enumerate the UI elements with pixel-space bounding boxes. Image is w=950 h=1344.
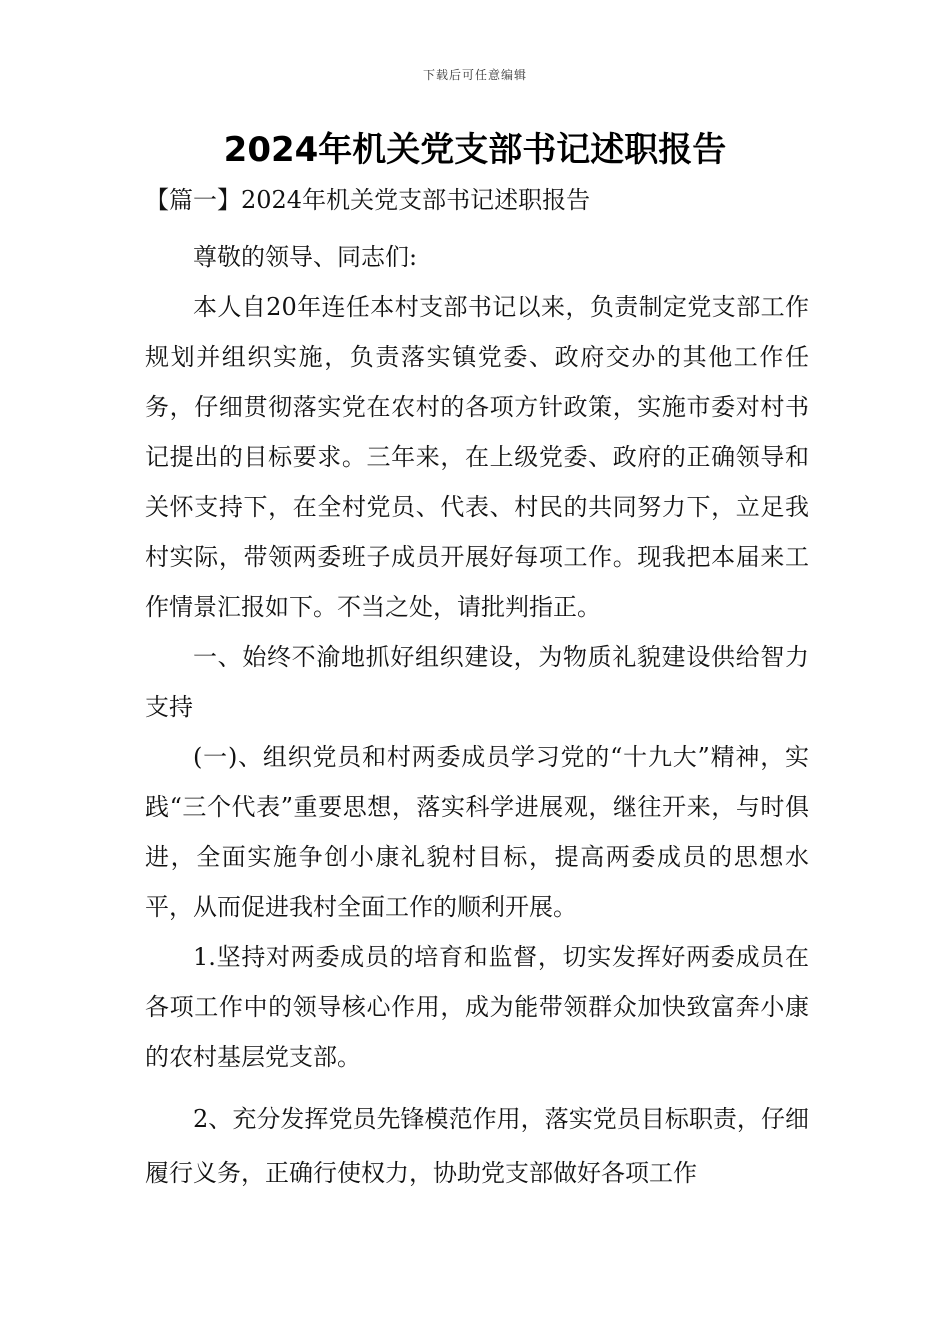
paragraph-salutation: 尊敬的领导、同志们: [193, 243, 418, 271]
paragraph-subsection-one: (一)、组织党员和村两委成员学习党的“十九大”精神，实践“三个代表”重要思想，落实科学进展观，继往开来，与时俱进，全面实施争创小康礼貌村目标，提高两委成员的思想水平，从而促进我村全面工作的顺利开展。 [145, 743, 809, 921]
paragraph-section-one-heading: 一、始终不渝地抓好组织建设，为物质礼貌建设供给智力支持 [145, 643, 809, 721]
document-title: 2024年机关党支部书记述职报告 [223, 130, 727, 170]
document-body [145, 232, 809, 1200]
section-heading: 【篇一】2024年机关党支部书记述职报告 [145, 186, 591, 214]
paragraph-introduction: 本人自20年连任本村支部书记以来，负责制定党支部工作规划并组织实施，负责落实镇党委、政府交办的其他工作任务，仔细贯彻落实党在农村的各项方针政策，实施市委对村书记提出的目标要求。三年来，在上级党委、政府的正确领导和关怀支持下，在全村党员、代表、村民的共同努力下，立足我村实际，带领两委班子成员开展好每项工作。现我把本届来工作情景汇报如下。不当之处，请批判指正。 [145, 293, 809, 621]
paragraph-item-one: 1.坚持对两委成员的培育和监督，切实发挥好两委成员在各项工作中的领导核心作用，成为能带领群众加快致富奔小康的农村基层党支部。 [145, 943, 809, 1071]
paragraph-item-two: 2、充分发挥党员先锋模范作用，落实党员目标职责，仔细履行义务，正确行使权力，协助党支部做好各项工作 [145, 1105, 809, 1187]
header-note: 下载后可任意编辑 [422, 68, 527, 82]
